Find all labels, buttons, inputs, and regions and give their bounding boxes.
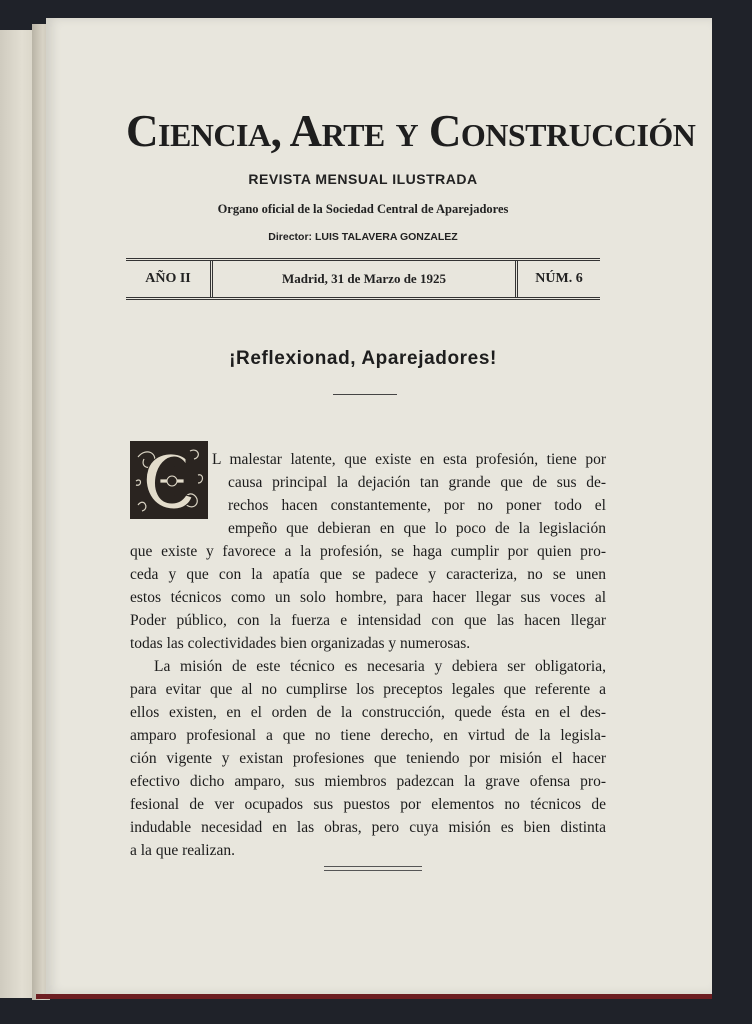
masthead-subtitle: REVISTA MENSUAL ILUSTRADA <box>248 171 478 187</box>
issue-date: Madrid, 31 de Marzo de 1925 <box>213 261 518 297</box>
article-line: efectivo dicho amparo, sus miembros padezcan la grave ofensa pro- <box>130 773 606 790</box>
article-line: empeño que debieran en que lo poco de la legislación <box>228 520 606 537</box>
masthead-director: Director: LUIS TALAVERA GONZALEZ <box>268 231 458 243</box>
article-line: que existe y favorece a la profesión, se haga cumplir por quien pro- <box>130 543 606 560</box>
article-line: rechos hacen constantemente, por no poner todo el <box>228 497 606 514</box>
article-line: ceda y que con la apatía que se padece y caracteriza, no se unen <box>130 566 606 583</box>
article-line: Poder público, con la fuerza e intensidad con que las hacen llegar <box>130 612 606 629</box>
article-title: ¡Reflexionad, Aparejadores! <box>229 348 497 369</box>
ornamental-drop-cap <box>130 441 208 519</box>
issue-year: AÑO II <box>126 261 213 297</box>
article-line: estos técnicos como un solo hombre, para hacer llegar sus voces al <box>130 589 606 606</box>
article-line: todas las colectividades bien organizadas y numerosas. <box>130 635 471 652</box>
issue-number: NÚM. 6 <box>535 271 583 286</box>
drop-cap-ornament-icon <box>132 443 206 517</box>
title-divider <box>333 394 397 395</box>
masthead-organ-line: Organo oficial de la Sociedad Central de Aparejadores <box>217 202 509 216</box>
article-line: L malestar latente, que existe en esta profesión, tiene por <box>212 451 606 468</box>
article-line: indudable necesidad en las obras, pero cuya misión es bien distinta <box>130 819 606 836</box>
article-line: causa principal la dejación tan grande que de sus de- <box>228 474 606 491</box>
cover-edge <box>36 994 712 999</box>
article-line: fesional de ver ocupados sus puestos por elementos no técnicos de <box>130 796 606 813</box>
article-line: amparo profesional a que no tiene derecho, en virtud de la legisla- <box>130 727 606 744</box>
article-line: La misión de este técnico es necesaria y debiera ser obligatoria, <box>154 658 606 675</box>
article-line: a la que realizan. <box>130 842 235 859</box>
magazine-page <box>46 18 712 994</box>
article-line: para evitar que al no cumplirse los preceptos legales que referente a <box>130 681 606 698</box>
issue-info-bar <box>126 258 600 300</box>
article-line: ellos existen, en el orden de la construcción, quede ésta en el des- <box>130 704 606 721</box>
article-line: ción vigente y existan profesiones que teniendo por misión el hacer <box>130 750 606 767</box>
masthead-title: Ciencia, Arte y Construcción <box>126 106 696 156</box>
end-ornament-rule <box>324 866 422 871</box>
